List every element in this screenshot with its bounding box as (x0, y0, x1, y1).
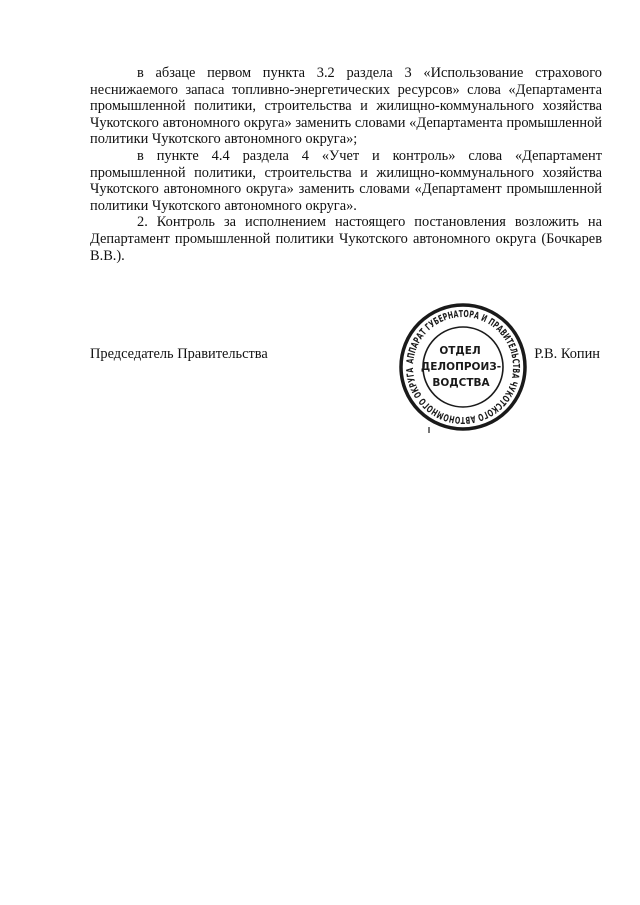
document-body (90, 65, 602, 264)
seal-ring-text: АППАРАТ ГУБЕРНАТОРА И ПРАВИТЕЛЬСТВА ЧУКОТСКОГО АВТОНОМНОГО ОКРУГА (404, 308, 522, 426)
paragraph-2: в пункте 4.4 раздела 4 «Учет и контроль» слова «Департамент промышленной политики, строительства и жилищно-коммунального хозяйства Чукотского автономного округа» заменить словами «Департамент промышленной политики Чукотского автономного округа». (90, 147, 602, 214)
official-seal-icon (398, 302, 528, 432)
paragraph-3: 2. Контроль за исполнением настоящего постановления возложить на Департамент промышленной политики Чукотского автономного округа (Бочкарев В.В.). (90, 214, 602, 264)
seal-center-line-1: ОТДЕЛ (439, 345, 481, 357)
seal-center-line-3: ВОДСТВА (432, 377, 490, 389)
signatory-position: Председатель Правительства (90, 346, 268, 362)
signatory-name: Р.В. Копин (534, 346, 600, 362)
paragraph-1: в абзаце первом пункта 3.2 раздела 3 «Использование страхового неснижаемого запаса топливно-энергетических ресурсов» слова «Департамента промышленной политики, строительства и жилищно-коммунального хозяйства Чукотского автономного округа» заменить словами «Департамента промышленной политики Чукотского автономного округа»; (90, 65, 602, 148)
scan-mark (428, 427, 430, 433)
seal-center-line-2: ДЕЛОПРОИЗ- (420, 361, 502, 373)
